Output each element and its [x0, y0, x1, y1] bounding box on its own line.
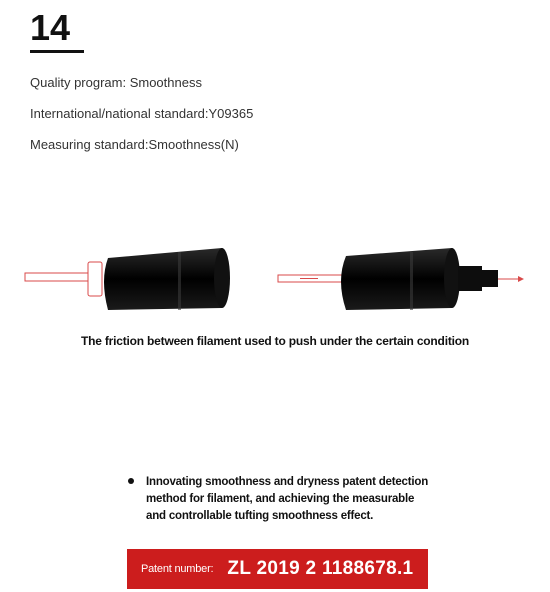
right-brush-end — [444, 248, 460, 308]
left-test-assembly — [25, 248, 230, 310]
left-brush-body — [104, 248, 227, 310]
bullet-dot-icon — [128, 478, 134, 484]
direction-arrow-head — [518, 276, 524, 282]
patent-number: ZL 2019 2 1188678.1 — [227, 558, 414, 579]
friction-test-illustration — [0, 230, 550, 320]
standard-text: International/national standard:Y09365 — [30, 106, 254, 121]
feature-bullet-text: Innovating smoothness and dryness patent detection method for filament, and achieving the measurable and controllable tufting smoothness effect. — [146, 476, 429, 522]
patent-label: Patent number: — [141, 563, 214, 575]
left-filament-rod — [25, 273, 90, 281]
right-brush-ring — [410, 252, 413, 310]
right-brush-body — [341, 248, 457, 310]
left-brush-ring — [178, 252, 181, 310]
section-number-underline — [30, 50, 84, 53]
left-brush-end — [214, 248, 230, 308]
patent-banner — [127, 549, 428, 589]
quality-program-text: Quality program: Smoothness — [30, 75, 202, 90]
push-plate — [88, 262, 102, 296]
section-number: 14 — [30, 7, 71, 48]
right-test-assembly — [278, 248, 524, 310]
brush-tip-collar — [458, 266, 482, 291]
figure-caption: The friction between filament used to push under the certain condition — [80, 334, 470, 348]
measuring-standard-text: Measuring standard:Smoothness(N) — [30, 137, 239, 152]
brush-tip-cap — [482, 270, 498, 287]
